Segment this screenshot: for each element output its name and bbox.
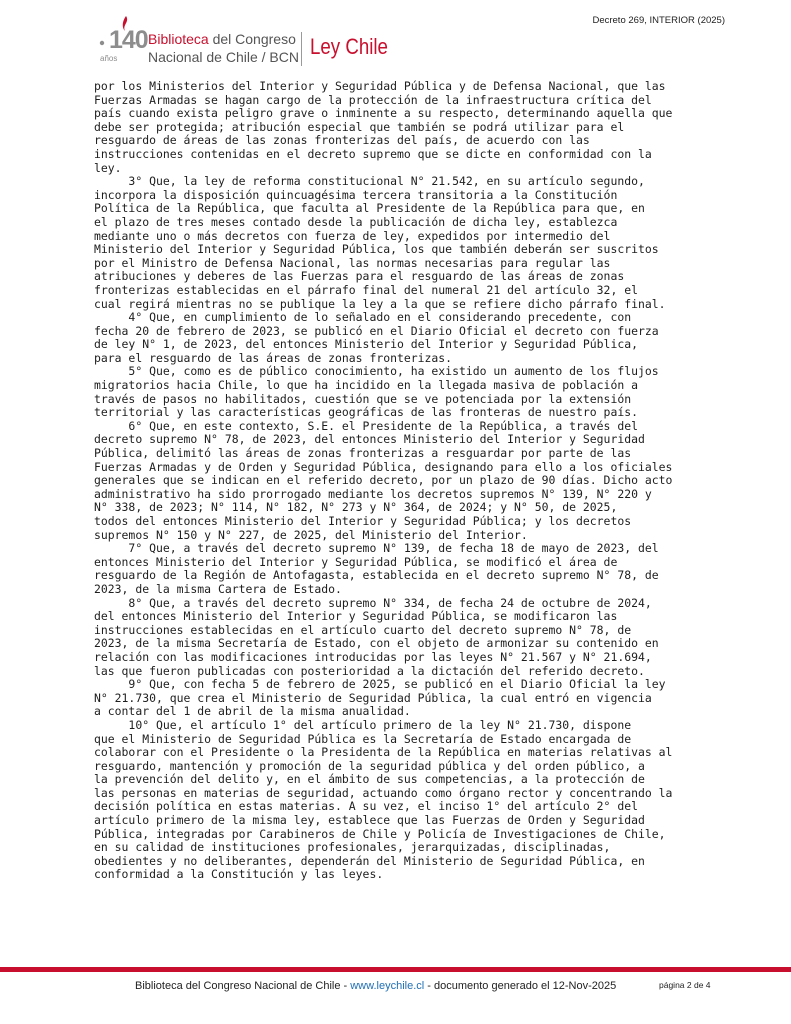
logo-years-label: años bbox=[100, 54, 118, 63]
logo-years: 140 bbox=[109, 26, 148, 54]
body-line: relación con las modificaciones introducidas por las leyes N° 21.567 y N° 21.694, bbox=[94, 649, 652, 664]
footer-divider bbox=[0, 967, 791, 972]
body-line: por el Ministro de Defensa Nacional, las normas necesarias para regular las bbox=[94, 255, 611, 270]
body-line: 10° Que, el artículo 1° del artículo primero de la ley N° 21.730, dispone bbox=[94, 717, 632, 732]
logo-institution-line-1 bbox=[148, 31, 296, 47]
body-line: del entonces Ministerio del Interior y Seguridad Pública, se modificaron las bbox=[94, 609, 618, 624]
body-line: 9° Que, con fecha 5 de febrero de 2025, se publicó en el Diario Oficial la ley bbox=[94, 677, 666, 692]
page-number: página 2 de 4 bbox=[659, 980, 711, 990]
body-line: la prevención del delito y, en el ámbito de sus competencias, a la protección de bbox=[94, 772, 645, 787]
body-line: administrativo ha sido prorrogado mediante los decretos supremos N° 139, N° 220 y bbox=[94, 486, 652, 501]
body-line: que el Ministerio de Seguridad Pública es la Secretaría de Estado encargada de bbox=[94, 731, 632, 746]
body-line: Política de la República, que faculta al Presidente de la República para que, en bbox=[94, 201, 645, 216]
body-line: entonces Ministerio del Interior y Seguridad Pública, se modificó el área de bbox=[94, 554, 618, 569]
body-line: el plazo de tres meses contado desde la publicación de dicha ley, establezca bbox=[94, 214, 618, 229]
body-line: 5° Que, como es de público conocimiento, ha existido un aumento de los flujos bbox=[94, 364, 659, 379]
body-line: por los Ministerios del Interior y Seguridad Pública y de Defensa Nacional, que las bbox=[94, 79, 666, 93]
logo-divider bbox=[301, 32, 302, 66]
body-line: 2023, de la misma Secretaría de Estado, con el objeto de armonizar su contenido en bbox=[94, 636, 659, 651]
body-line: obedientes y no deliberantes, dependerán del Ministerio de Seguridad Pública, en bbox=[94, 853, 645, 868]
body-line: 7° Que, a través del decreto supremo N° 139, de fecha 18 de mayo de 2023, del bbox=[94, 541, 659, 556]
document-body bbox=[94, 80, 754, 882]
logo-institution-line-2: Nacional de Chile / BCN bbox=[148, 49, 299, 65]
body-line: debe ser protegida; atribución especial que también se podrá utilizar para el bbox=[94, 119, 625, 134]
body-line: territorial y las características geográficas de las fronteras de nuestro país. bbox=[94, 405, 638, 420]
body-line: Pública, delimitó las áreas de zonas fronterizas a resguardar por parte de las bbox=[94, 446, 632, 461]
body-line: cual regirá mientras no se publique la ley a la que se refiere dicho párrafo final. bbox=[94, 296, 666, 311]
logo-accent-word: Biblioteca bbox=[148, 31, 209, 47]
logo-line-1-rest: del Congreso bbox=[208, 31, 296, 47]
body-line: migratorios hacia Chile, lo que ha incidido en la llegada masiva de población a bbox=[94, 378, 638, 393]
body-line: todos del entonces Ministerio del Interior y Seguridad Pública; y los decretos bbox=[94, 514, 632, 528]
body-line: país cuando exista peligro grave o inminente a su respecto, determinando aquella que bbox=[94, 106, 673, 121]
body-line: N° 338, de 2023; N° 114, N° 182, N° 273 y N° 364, de 2024; y N° 50, de 2025, bbox=[94, 500, 618, 515]
document-reference: Decreto 269, INTERIOR (2025) bbox=[592, 15, 725, 26]
body-line: decisión política en estas materias. A su vez, el inciso 1° del artículo 2° del bbox=[94, 799, 638, 814]
body-line: resguardo, mantención y promoción de la seguridad pública y del orden público, a bbox=[94, 758, 645, 773]
body-line: en su calidad de instituciones profesionales, jerarquizadas, disciplinadas, bbox=[94, 840, 611, 855]
body-line: conformidad a la Constitución y las leyes. bbox=[94, 867, 384, 882]
body-line: atribuciones y deberes de las Fuerzas para el resguardo de las áreas de zonas bbox=[94, 269, 625, 284]
body-line: mediante uno o más decretos con fuerza de ley, expedidos por intermedio del bbox=[94, 228, 611, 243]
body-line: 6° Que, en este contexto, S.E. el Presidente de la República, a través del bbox=[94, 418, 638, 433]
footer-site-link[interactable]: www.leychile.cl bbox=[350, 980, 425, 992]
body-line: incorpora la disposición quincuagésima tercera transitoria a la Constitución bbox=[94, 187, 618, 202]
body-line: colaborar con el Presidente o la Presidenta de la República en materias relativas al bbox=[94, 745, 673, 760]
body-line: instrucciones contenidas en el decreto supremo que se dicte en conformidad con la bbox=[94, 146, 652, 161]
body-line: decreto supremo N° 78, de 2023, del entonces Ministerio del Interior y Seguridad bbox=[94, 432, 645, 447]
body-line: resguardo de áreas de las zonas fronterizas del país, de acuerdo con las bbox=[94, 133, 590, 148]
body-line: fecha 20 de febrero de 2023, se publicó en el Diario Oficial el decreto con fuerza bbox=[94, 323, 659, 338]
body-line: artículo primero de la misma ley, establece que las Fuerzas de Orden y Seguridad bbox=[94, 813, 645, 828]
body-line: para el resguardo de las áreas de zonas fronterizas. bbox=[94, 350, 453, 365]
footer-text bbox=[135, 980, 616, 992]
bcn-leychile-logo bbox=[96, 14, 426, 72]
body-line: fronterizas establecidas en el párrafo final del numeral 21 del artículo 32, el bbox=[94, 282, 638, 297]
body-line: ley. bbox=[94, 160, 122, 175]
logo-brand-name: Ley Chile bbox=[310, 34, 388, 59]
body-line: instrucciones establecidas en el artículo cuarto del decreto supremo N° 78, de bbox=[94, 622, 632, 637]
footer-prefix: Biblioteca del Congreso Nacional de Chile - bbox=[135, 980, 351, 992]
body-line: 8° Que, a través del decreto supremo N° 334, de fecha 24 de octubre de 2024, bbox=[94, 595, 652, 610]
body-line: resguardo de la Región de Antofagasta, establecida en el decreto supremo N° 78, de bbox=[94, 568, 659, 583]
body-line: las que fueron publicadas con posterioridad a la dictación del referido decreto. bbox=[94, 663, 645, 678]
body-line: supremos N° 150 y N° 227, de 2025, del Ministerio del Interior. bbox=[94, 527, 528, 542]
body-line: N° 21.730, que crea el Ministerio de Seguridad Pública, la cual entró en vigencia bbox=[94, 690, 652, 705]
body-line: las personas en materias de seguridad, actuando como órgano rector y concentrando la bbox=[94, 785, 673, 800]
body-line: 4° Que, en cumplimiento de lo señalado en el considerando precedente, con bbox=[94, 310, 632, 325]
footer-suffix: - documento generado el 12-Nov-2025 bbox=[424, 980, 617, 992]
body-line: 3° Que, la ley de reforma constitucional N° 21.542, en su artículo segundo, bbox=[94, 174, 645, 189]
body-line: Pública, integradas por Carabineros de Chile y Policía de Investigaciones de Chile, bbox=[94, 826, 666, 841]
body-line: 2023, de la misma Cartera de Estado. bbox=[94, 581, 342, 596]
body-line: través de pasos no habilitados, cuestión que se ve potenciada por la extensión bbox=[94, 391, 632, 406]
body-line: generales que se indican en el referido decreto, por un plazo de 90 días. Dicho acto bbox=[94, 473, 673, 488]
body-line: de ley N° 1, de 2023, del entonces Ministerio del Interior y Seguridad Pública, bbox=[94, 337, 638, 352]
body-line: Fuerzas Armadas se hagan cargo de la protección de la infraestructura crítica del bbox=[94, 92, 652, 107]
body-line: Ministerio del Interior y Seguridad Pública, los que también deberán ser suscritos bbox=[94, 242, 659, 257]
body-line: a contar del 1 de abril de la misma anualidad. bbox=[94, 704, 411, 719]
body-line: Fuerzas Armadas y de Orden y Seguridad Pública, designando para ello a los oficiales bbox=[94, 459, 673, 474]
